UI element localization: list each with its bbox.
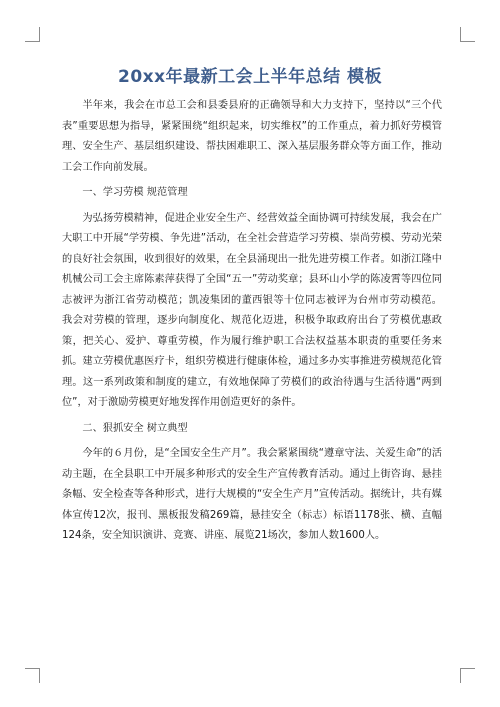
section-heading-2: 二、狠抓安全 树立典型 [82, 422, 188, 434]
document-body [62, 96, 442, 547]
section-heading-1: 一、学习劳模 规范管理 [82, 187, 188, 198]
section-1-paragraph: 为弘扬劳模精神，促进企业安全生产、经营效益全面协调可持续发展，我会在广大职工中开展“学劳模、争先进”活动，在全社会营造学习劳模、崇尚劳模、劳动光荣的良好社会氛围，收到很好的效果，在全县涌现出一批先进劳模工作者。如浙江隆中机械公司工会主席陈素萍获得了全国“五一”劳动奖章；县环山小学的陈凌霄等四位同志被评为浙江省劳动模范；凯凌集团的董西银等十位同志被评为台州市劳动模范。 我会对劳模的管理，逐步向制度化、规范化迈进，积极争取政府出台了劳模优惠政策，把关心、爱护、尊重劳模，作为履行维护职工合法权益基本职责的重要任务来抓。建立劳模优惠医疗卡，组织劳模进行健康体检，通过多办实事推进劳模规范化管理。这一系列政策和制度的建立，有效地保障了劳模们的政治待遇与生活待遇“两到位”，对于激励劳模更好地发挥作用创造更好的条件。 [62, 212, 442, 408]
section-2-paragraph: 今年的６月份，是“全国安全生产月”。我会紧紧围绕“遵章守法、关爱生命”的活动主题，在全县职工中开展多种形式的安全生产宣传教育活动。通过上街咨询、悬挂条幅、安全检查等各种形式，进行大规模的“安全生产月”宣传活动。据统计，共有媒体宣传12次，报刊、黑板报发稿269篇，悬挂安全（标志）标语1178张、横、直幅124条，安全知识演讲、竞赛、讲座、展览21场次，参加人数1600人。 [62, 448, 442, 541]
crop-mark-top-left [25, 27, 40, 42]
crop-mark-bottom-right [460, 668, 475, 683]
intro-paragraph: 半年来，我会在市总工会和县委县府的正确领导和大力支持下，坚持以“三个代表”重要思想为指导，紧紧围绕“组织起来，切实维权”的工作重点，着力抓好劳模管理、安全生产、基层组织建设、帮扶困难职工、深入基层服务群众等方面工作，推动工会工作向前发展。 [62, 100, 442, 173]
crop-mark-bottom-left [25, 668, 40, 683]
document-title: 20xx年最新工会上半年总结 模板 [117, 67, 382, 87]
crop-mark-top-right [460, 27, 475, 42]
